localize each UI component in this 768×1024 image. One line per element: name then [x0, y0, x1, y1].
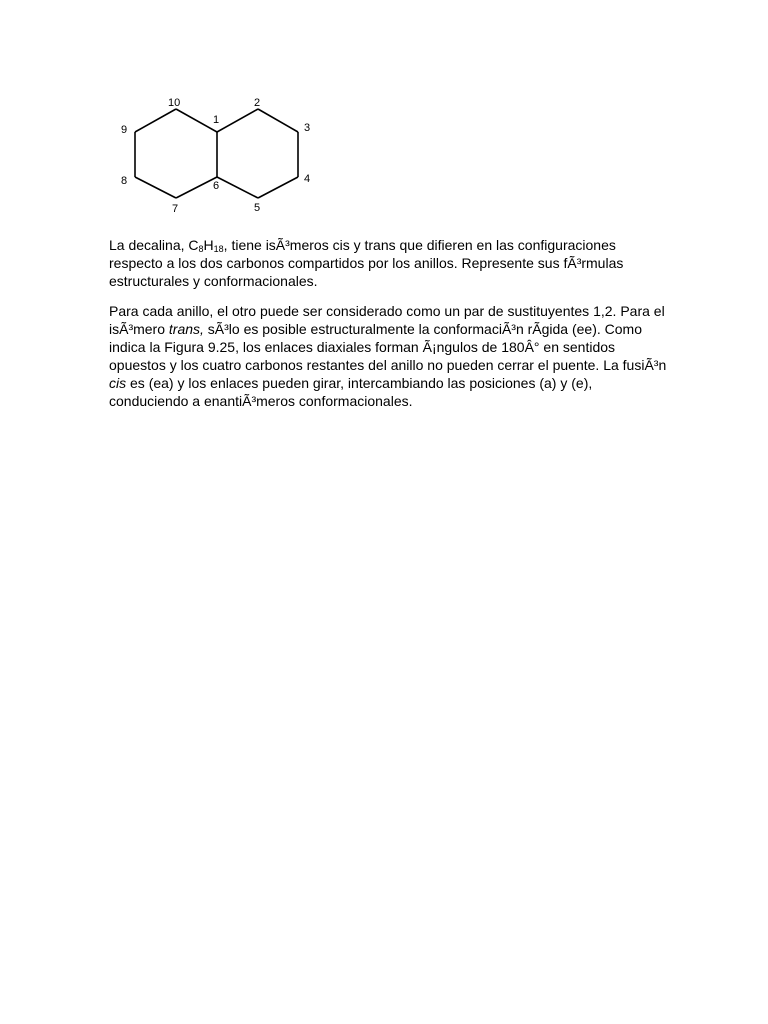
formula-hydrogen: H: [203, 237, 214, 253]
atom-label-7: 7: [172, 203, 179, 215]
atom-label-4: 4: [304, 173, 311, 185]
atom-label-9: 9: [121, 124, 128, 136]
bond-4-5: [258, 177, 298, 198]
atom-label-8: 8: [121, 175, 128, 187]
problem-statement: [109, 236, 669, 290]
atom-label-6: 6: [213, 180, 220, 192]
answer-cis-word: cis: [109, 375, 127, 391]
decalin-structure-figure: [112, 90, 332, 220]
bond-5-6: [217, 177, 258, 198]
answer-part-3: es (ea) y los enlaces pueden girar, intercambiando las posiciones (a) y (e), conduciendo a enantiÃ³meros conformacionales.: [109, 375, 593, 409]
bond-7-6: [176, 177, 220, 198]
answer-paragraph: [109, 302, 669, 410]
atom-label-1: 1: [213, 114, 220, 126]
bond-2-3: [258, 109, 298, 132]
bond-8-7: [135, 177, 176, 198]
atom-label-3: 3: [304, 122, 311, 134]
atom-label-2: 2: [254, 97, 261, 109]
bond-1-2: [217, 109, 258, 132]
bond-10-9: [135, 109, 176, 132]
decalin-diagram: [112, 90, 332, 220]
answer-trans-word: trans,: [168, 321, 204, 337]
problem-prefix: La decalina, C: [109, 237, 199, 253]
atom-label-5: 5: [254, 202, 261, 214]
atom-label-10: 10: [168, 97, 181, 109]
formula-hydrogen-subscript: 18: [213, 244, 224, 254]
answer-part-1: Para cada anillo, el otro puede ser considerado como un par de sustituyentes 1,2. Para el isÃ³mero: [109, 303, 665, 337]
answer-part-2: sÃ³lo es posible estructuralmente la conformaciÃ³n rÃgida (ee). Como indica la Figura 9.25, los enlaces diaxiales forman Ã¡ngulos de 180Â° en sentidos opuestos y los cuatro carbonos restantes del anillo no pueden cerrar el puente. La fusiÃ³n: [109, 321, 667, 373]
problem-rest: , tiene isÃ³meros cis y trans que difieren en las configuraciones respecto a los dos carbonos compartidos por los anillos. Represente sus fÃ³rmulas estructurales y conformacionales.: [109, 237, 624, 289]
formula-carbon-subscript: 8: [198, 244, 204, 254]
bond-1-10: [176, 109, 220, 132]
